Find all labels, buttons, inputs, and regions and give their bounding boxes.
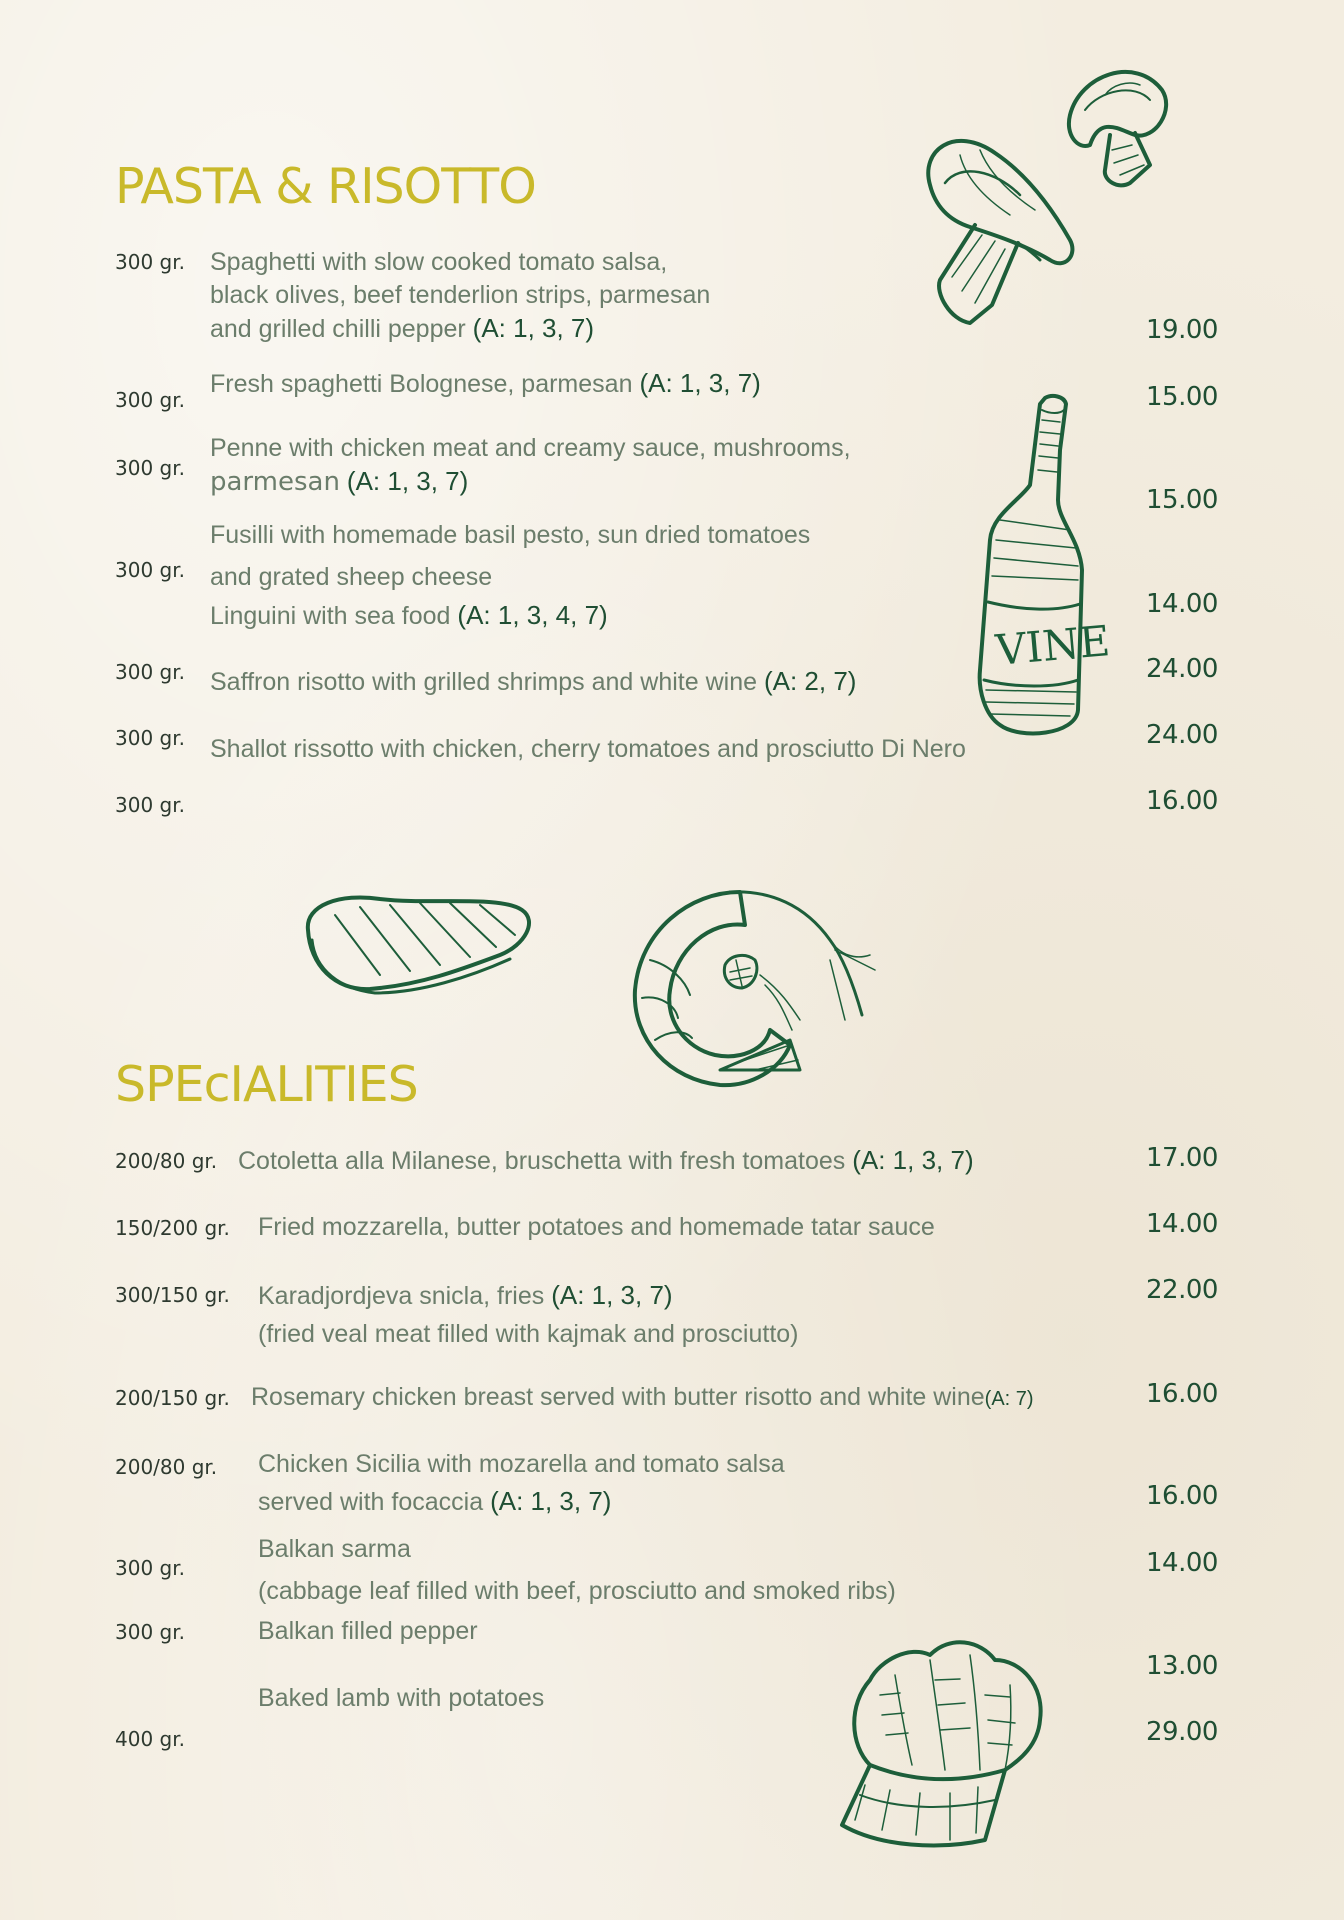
allergen-codes: (A: 1, 3, 7): [472, 313, 595, 343]
mushrooms-illustration: [900, 55, 1180, 335]
item-weight: 150/200 gr.: [115, 1216, 230, 1240]
item-price: 13.00: [1146, 1651, 1218, 1681]
menu-item-description: Spaghetti with slow cooked tomato salsa, black olives, beef tenderlion strips, parmesan and grilled chilli pepper (A: 1, 3, 7): [210, 248, 711, 343]
menu-item-description: Karadjordjeva snicla, fries (A: 1, 3, 7) (fried veal meat filled with kajmak and prosciutto): [258, 1280, 799, 1348]
item-weight: 300 gr.: [115, 793, 185, 817]
item-weight: 300 gr.: [115, 660, 185, 684]
item-price: 14.00: [1146, 589, 1218, 619]
allergen-codes: (A: 1, 3, 4, 7): [457, 600, 608, 630]
item-price: 15.00: [1146, 382, 1218, 412]
wine-bottle-illustration: [960, 390, 1112, 750]
menu-item-description: Shallot rissotto with chicken, cherry tomatoes and prosciutto Di Nero: [210, 735, 966, 763]
allergen-codes: (A: 2, 7): [763, 666, 857, 696]
menu-item-description: Fried mozzarella, butter potatoes and homemade tatar sauce: [258, 1213, 935, 1241]
menu-item-description: Saffron risotto with grilled shrimps and white wine (A: 2, 7): [210, 666, 857, 696]
menu-item-description: Balkan filled pepper: [258, 1617, 478, 1645]
item-price: 24.00: [1146, 720, 1218, 750]
item-weight: 200/80 gr.: [115, 1455, 218, 1479]
section-title-specialities: SPEcIALITIES: [115, 1056, 418, 1113]
item-weight: 300 gr.: [115, 250, 185, 274]
item-price: 16.00: [1146, 1481, 1218, 1511]
wine-label: VINE: [993, 616, 1112, 675]
allergen-codes: (A: 1, 3, 7): [346, 466, 469, 496]
item-price: 29.00: [1146, 1717, 1218, 1747]
item-price: 16.00: [1146, 1379, 1218, 1409]
item-weight: 300/150 gr.: [115, 1283, 230, 1307]
item-weight: 400 gr.: [115, 1727, 185, 1751]
steak-illustration: [300, 885, 535, 1000]
item-weight: 200/80 gr.: [115, 1149, 218, 1173]
menu-item-description: Fusilli with homemade basil pesto, sun dried tomatoes and grated sheep cheese: [210, 521, 811, 591]
menu-item-description: Linguini with sea food (A: 1, 3, 4, 7): [210, 600, 608, 630]
chef-hat-illustration: [820, 1635, 1060, 1855]
allergen-codes: (A: 1, 3, 7): [551, 1280, 673, 1310]
allergen-codes: (A: 1, 3, 7): [490, 1486, 612, 1516]
menu-item-description: Rosemary chicken breast served with butter risotto and white wine(A: 7): [251, 1383, 1034, 1411]
menu-item-description: Fresh spaghetti Bolognese, parmesan (A: 1, 3, 7): [210, 368, 761, 398]
allergen-codes: (A: 1, 3, 7): [639, 368, 761, 398]
item-weight: 300 gr.: [115, 456, 185, 480]
shrimp-illustration: [630, 880, 880, 1100]
allergen-codes: (A: 1, 3, 7): [852, 1145, 974, 1175]
item-price: 17.00: [1146, 1143, 1218, 1173]
item-weight: 300 gr.: [115, 558, 185, 582]
section-title-pasta: PASTA & RISOTTO: [115, 158, 536, 215]
item-weight: 200/150 gr.: [115, 1386, 230, 1410]
item-price: 14.00: [1146, 1548, 1218, 1578]
allergen-codes: (A: 7): [984, 1388, 1034, 1410]
item-price: 22.00: [1146, 1275, 1218, 1305]
item-weight: 300 gr.: [115, 1620, 185, 1644]
menu-item-description: Chicken Sicilia with mozarella and tomato salsa served with focaccia (A: 1, 3, 7): [258, 1450, 785, 1516]
item-price: 19.00: [1146, 315, 1218, 345]
menu-item-description: Balkan sarma (cabbage leaf filled with beef, prosciutto and smoked ribs): [258, 1535, 896, 1605]
menu-item-description: Cotoletta alla Milanese, bruschetta with fresh tomatoes (A: 1, 3, 7): [238, 1145, 974, 1175]
item-price: 15.00: [1146, 485, 1218, 515]
item-price: 24.00: [1146, 654, 1218, 684]
item-weight: 300 gr.: [115, 726, 185, 750]
menu-item-description: Penne with chicken meat and creamy sauce, mushrooms, parmesan (A: 1, 3, 7): [210, 434, 851, 497]
item-price: 16.00: [1146, 786, 1218, 816]
item-weight: 300 gr.: [115, 1556, 185, 1580]
item-price: 14.00: [1146, 1209, 1218, 1239]
item-weight: 300 gr.: [115, 388, 185, 412]
menu-item-description: Baked lamb with potatoes: [258, 1684, 545, 1712]
